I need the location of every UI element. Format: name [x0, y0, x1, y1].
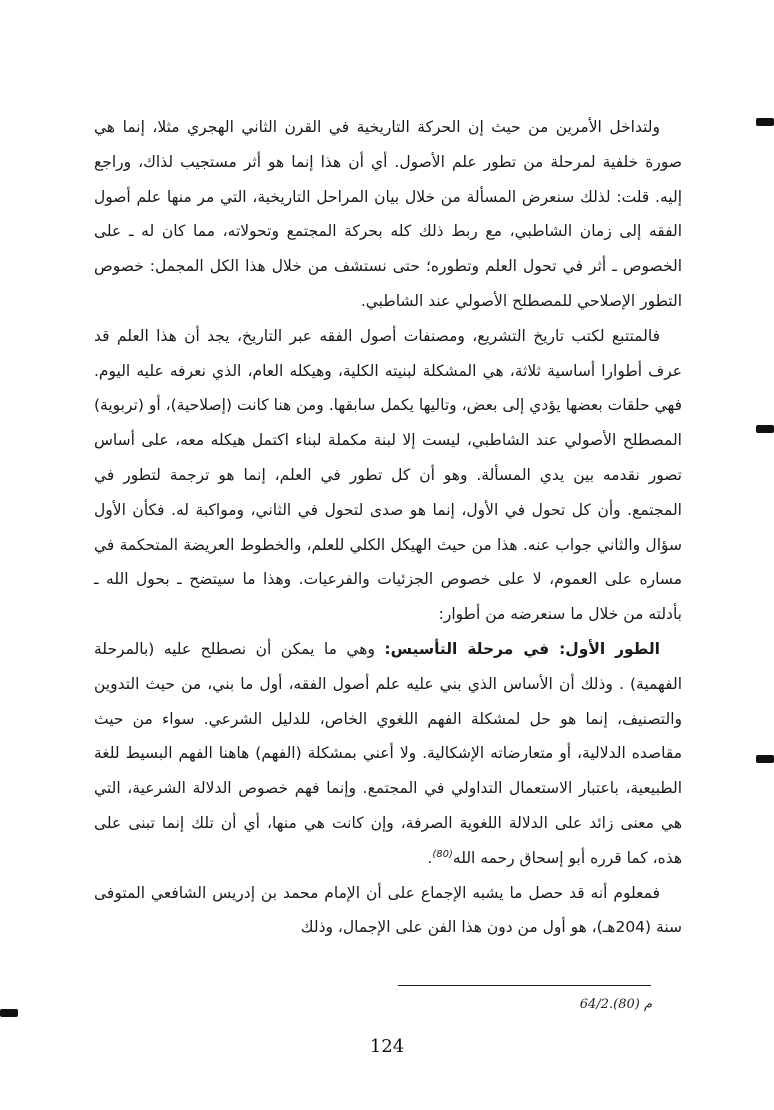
paragraph-text: فالمتتبع لكتب تاريخ التشريع، ومصنفات أصول الفقه عبر التاريخ، يجد أن هذا العلم قد عرف أطوارا أساسية ثلاثة، هي المشكلة لبنيته الكلية، وهيكله العام، الذي نعرفه عليه اليوم. فهي حلقات بعضها يؤدي إلى بعض، وتاليها يكمل سابقها. ومن هنا كانت (إصلاحية)، أو (تربوية) المصطلح الأصولي عند الشاطبي، ليست إلا لبنة مكملة لبناء اكتمل هيكله معه، على أساس تصور نقدمه بين يدي المسألة. وهو أن كل تطور في العلم، إنما هو ترجمة لتطور في المجتمع. وأن كل تحول في الأول، إنما هو صدى لتحول في الثاني، ومواكبة له. فكأن الأول سؤال والثاني جواب عنه. هذا من حيث الهيكل الكلي للعلم، والخطوط العريضة المتحكمة في مساره على العموم، لا على خصوص الجزئيات والفرعيات. وهذا ما سيتضح ـ بحول الله ـ بأدلته من خلال ما سنعرضه من أطوار: — [94, 326, 682, 624]
paragraph-text: وهي ما يمكن أن نصطلح عليه (بالمرحلة الفهمية) . وذلك أن الأساس الذي بني عليه علم أصول الفقه، أول ما بني، من حيث التدوين والتصنيف، إنما هو حل لمشكلة الفهم اللغوي الخاص، للدليل الشرعي. سواء من حيث مقاصده الدلالية، أو متعارضاته الإشكالية. ولا أعني بمشكلة (الفهم) هاهنا الفهم البسيط للغة الطبيعية، باعتبار الاستعمال التداولي في المجتمع. وإنما فهم خصوص الدلالة الشرعية، التي هي معنى زائد على الدلالة اللغوية الصرفة، وإن كانت هي منها، أي أن تلك إنما تبنى على هذه، كما قرره أبو إسحاق رحمه الله — [94, 639, 682, 867]
paragraph-text: فمعلوم أنه قد حصل ما يشبه الإجماع على أن الإمام محمد بن إدريس الشافعي المتوفى سنة (204هـ)، هو أول من دون هذا الفن على الإجمال، وذلك — [94, 883, 682, 937]
scan-edge-mark — [0, 1009, 18, 1017]
paragraph — [94, 319, 682, 632]
paragraph-text: ولتداخل الأمرين من حيث إن الحركة التاريخية في القرن الثاني الهجري مثلا، إنما هي صورة خلفية لمرحلة من تطور علم الأصول. أي أن هذا إنما هو أثر مستجيب لذاك، وراجع إليه. قلت: لذلك سنعرض المسألة من خلال بيان المراحل التاريخية، التي مر منها علم أصول الفقه إلى زمان الشاطبي، مع ربط ذلك كله بحركة المجتمع وتحولاته، مما كان له ـ على الخصوص ـ أثر في تحول العلم وتطوره؛ حتى نستشف من خلال هذا الكل المجمل: خصوص التطور الإصلاحي للمصطلح الأصولي عند الشاطبي. — [94, 118, 682, 310]
scan-edge-mark — [756, 425, 774, 433]
footnote: 64/2.م (80) — [579, 997, 652, 1012]
scan-edge-mark — [756, 118, 774, 126]
paragraph — [94, 110, 682, 319]
body-text — [94, 110, 682, 945]
paragraph — [94, 876, 682, 946]
page-number: 124 — [369, 1036, 405, 1057]
paragraph-tail: . — [427, 848, 433, 867]
paragraph — [94, 632, 682, 876]
footnote-divider — [398, 985, 651, 986]
section-heading: الطور الأول: في مرحلة التأسيس: — [384, 639, 660, 658]
footnote-reference[interactable]: (80) — [432, 848, 453, 860]
scan-edge-mark — [756, 755, 774, 763]
